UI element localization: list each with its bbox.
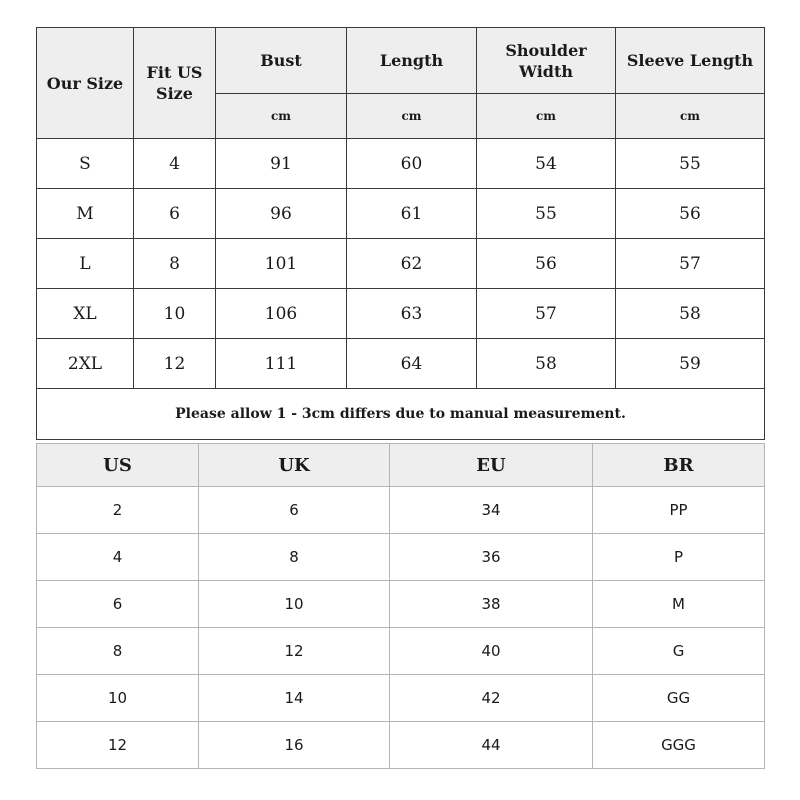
cell-length: 62 xyxy=(347,239,477,289)
cell-bust: 96 xyxy=(216,189,347,239)
cell-us: 4 xyxy=(37,534,199,581)
cell-size: XL xyxy=(37,289,134,339)
cell-uk: 6 xyxy=(199,487,390,534)
cell-size: M xyxy=(37,189,134,239)
cell-sleeve-length: 58 xyxy=(616,289,765,339)
cell-length: 61 xyxy=(347,189,477,239)
cell-br: M xyxy=(593,581,765,628)
conversion-header-row xyxy=(37,444,765,487)
cell-bust: 91 xyxy=(216,139,347,189)
header-bust: Bust xyxy=(216,28,347,94)
cell-br: GGG xyxy=(593,722,765,769)
size-conversion-table xyxy=(36,443,765,769)
cell-us: 12 xyxy=(37,722,199,769)
unit-sleeve-length: cm xyxy=(616,94,765,139)
cell-br: P xyxy=(593,534,765,581)
cell-us-size: 10 xyxy=(134,289,216,339)
cell-br: PP xyxy=(593,487,765,534)
table-row xyxy=(37,581,765,628)
cell-us: 8 xyxy=(37,628,199,675)
header-shoulder-width: Shoulder Width xyxy=(477,28,616,94)
cell-length: 63 xyxy=(347,289,477,339)
cell-length: 60 xyxy=(347,139,477,189)
cell-us-size: 4 xyxy=(134,139,216,189)
cell-shoulder-width: 54 xyxy=(477,139,616,189)
cell-eu: 44 xyxy=(390,722,593,769)
cell-length: 64 xyxy=(347,339,477,389)
table-row xyxy=(37,339,765,389)
note-row xyxy=(37,389,765,440)
cell-sleeve-length: 59 xyxy=(616,339,765,389)
table-row xyxy=(37,628,765,675)
cell-us-size: 12 xyxy=(134,339,216,389)
cell-size: L xyxy=(37,239,134,289)
cell-shoulder-width: 56 xyxy=(477,239,616,289)
table-row xyxy=(37,239,765,289)
table-row xyxy=(37,189,765,239)
table-row xyxy=(37,487,765,534)
cell-br: G xyxy=(593,628,765,675)
cell-eu: 36 xyxy=(390,534,593,581)
header-our-size: Our Size xyxy=(37,28,134,139)
cell-shoulder-width: 55 xyxy=(477,189,616,239)
table-row xyxy=(37,722,765,769)
cell-bust: 106 xyxy=(216,289,347,339)
header-sleeve-length: Sleeve Length xyxy=(616,28,765,94)
unit-length: cm xyxy=(347,94,477,139)
cell-bust: 111 xyxy=(216,339,347,389)
measurement-note: Please allow 1 - 3cm differs due to manual measurement. xyxy=(37,389,765,440)
cell-sleeve-length: 55 xyxy=(616,139,765,189)
unit-bust: cm xyxy=(216,94,347,139)
cell-uk: 16 xyxy=(199,722,390,769)
cell-uk: 10 xyxy=(199,581,390,628)
table-row xyxy=(37,534,765,581)
table-row xyxy=(37,139,765,189)
cell-eu: 34 xyxy=(390,487,593,534)
header-fit-us-size xyxy=(134,28,216,139)
cell-size: S xyxy=(37,139,134,189)
header-uk: UK xyxy=(199,444,390,487)
header-fit-us-size-label: Fit US Size xyxy=(146,63,203,103)
size-chart-header-row xyxy=(37,28,765,94)
cell-shoulder-width: 58 xyxy=(477,339,616,389)
cell-eu: 42 xyxy=(390,675,593,722)
cell-us-size: 8 xyxy=(134,239,216,289)
cell-eu: 38 xyxy=(390,581,593,628)
cell-us: 10 xyxy=(37,675,199,722)
header-us: US xyxy=(37,444,199,487)
table-row xyxy=(37,675,765,722)
cell-br: GG xyxy=(593,675,765,722)
cell-sleeve-length: 56 xyxy=(616,189,765,239)
cell-us: 6 xyxy=(37,581,199,628)
cell-eu: 40 xyxy=(390,628,593,675)
cell-uk: 8 xyxy=(199,534,390,581)
header-length: Length xyxy=(347,28,477,94)
cell-us: 2 xyxy=(37,487,199,534)
table-row xyxy=(37,289,765,339)
header-br: BR xyxy=(593,444,765,487)
cell-uk: 12 xyxy=(199,628,390,675)
cell-sleeve-length: 57 xyxy=(616,239,765,289)
cell-us-size: 6 xyxy=(134,189,216,239)
unit-shoulder-width: cm xyxy=(477,94,616,139)
cell-uk: 14 xyxy=(199,675,390,722)
cell-shoulder-width: 57 xyxy=(477,289,616,339)
size-chart-table xyxy=(36,27,765,440)
cell-bust: 101 xyxy=(216,239,347,289)
cell-size: 2XL xyxy=(37,339,134,389)
header-eu: EU xyxy=(390,444,593,487)
